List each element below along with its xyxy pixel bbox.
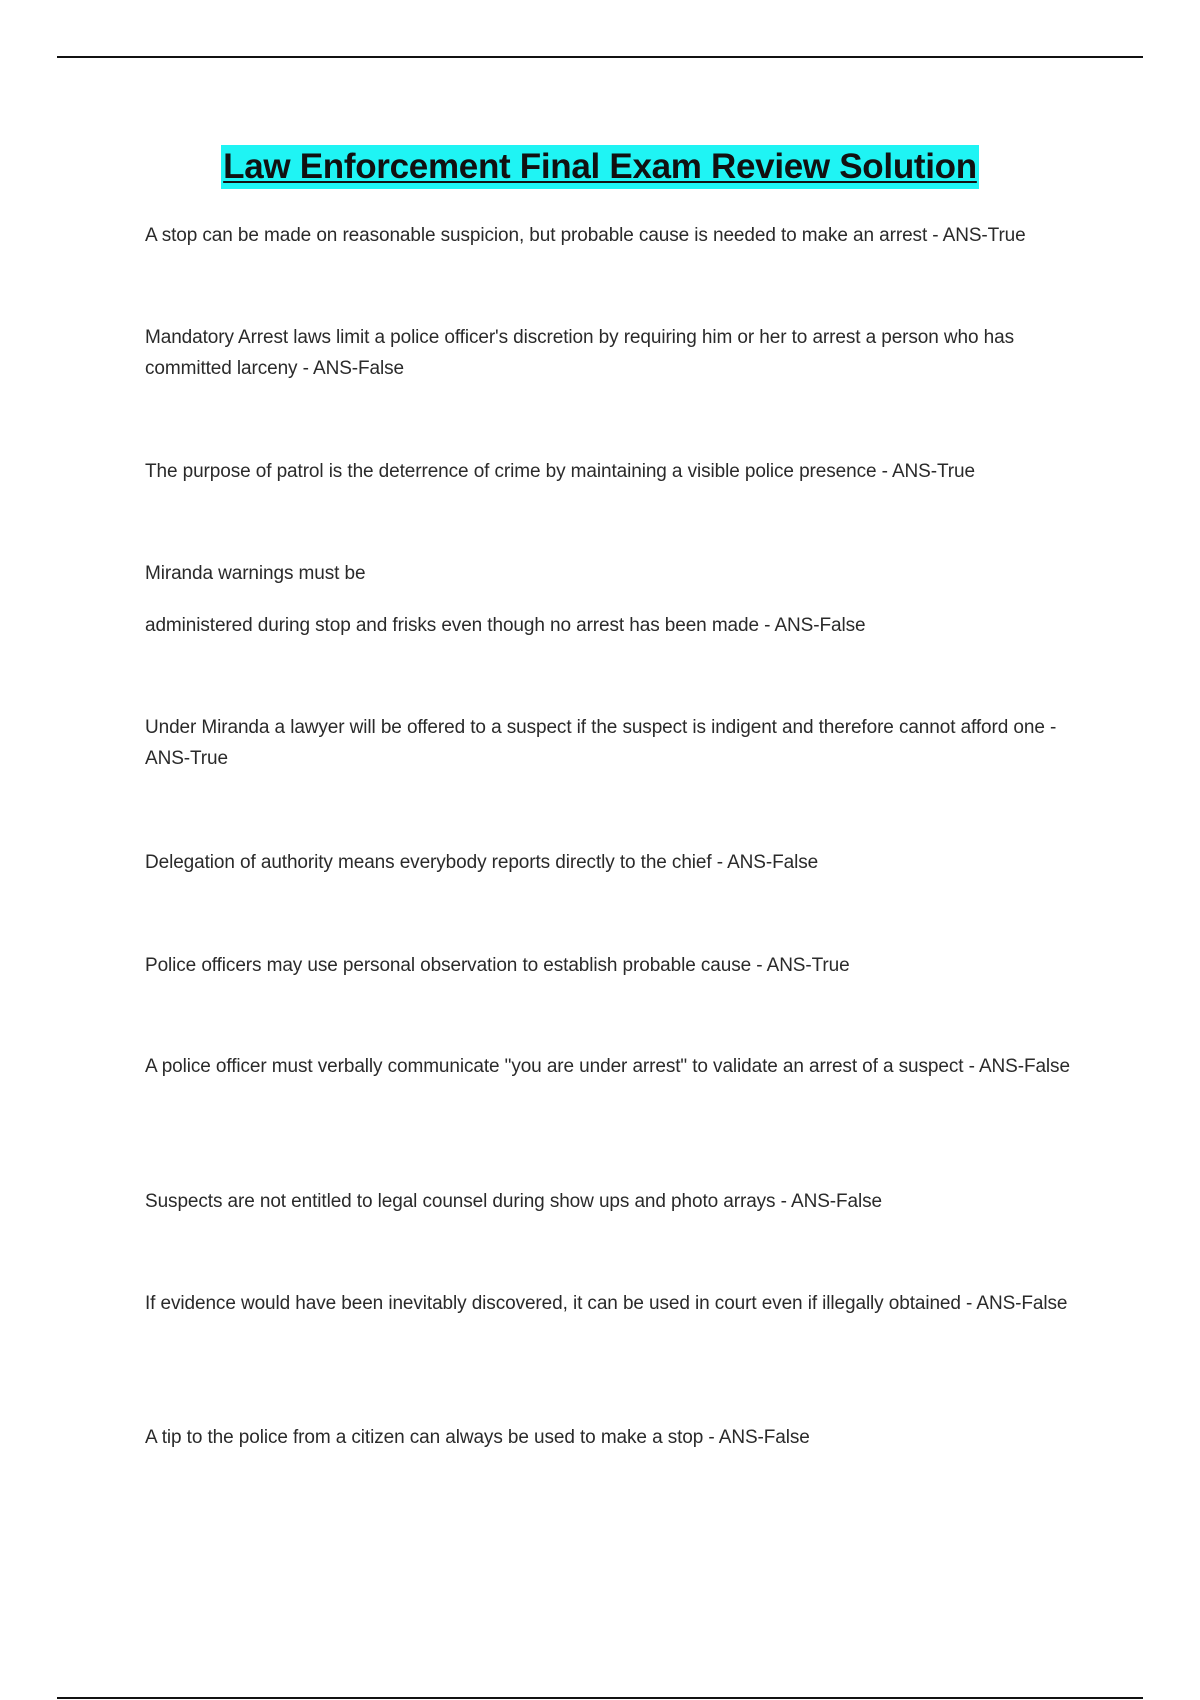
question-item: Mandatory Arrest laws limit a police officer's discretion by requiring him or her to arrest a person who has committed larceny - ANS-False [145,327,1014,379]
question-item: The purpose of patrol is the deterrence of crime by maintaining a visible police presence - ANS-True [145,461,975,482]
question-item: A stop can be made on reasonable suspicion, but probable cause is needed to make an arrest - ANS-True [145,225,1026,246]
question-item: Under Miranda a lawyer will be offered to a suspect if the suspect is indigent and therefore cannot afford one - ANS-True [145,717,1057,769]
question-item: If evidence would have been inevitably discovered, it can be used in court even if illegally obtained - ANS-False [145,1293,1068,1314]
title-container [0,145,1200,189]
document-title: Law Enforcement Final Exam Review Solution [221,145,979,189]
question-item: Delegation of authority means everybody reports directly to the chief - ANS-False [145,852,819,873]
question-item: administered during stop and frisks even though no arrest has been made - ANS-False [145,615,866,636]
question-item: Suspects are not entitled to legal counsel during show ups and photo arrays - ANS-False [145,1191,882,1212]
question-item: Police officers may use personal observation to establish probable cause - ANS-True [145,955,850,976]
question-item: A police officer must verbally communicate "you are under arrest" to validate an arrest of a suspect - ANS-False [145,1056,1070,1077]
header-rule [57,56,1143,58]
question-item: A tip to the police from a citizen can always be used to make a stop - ANS-False [145,1427,810,1448]
footer-rule [57,1697,1143,1699]
question-item: Miranda warnings must be [145,563,366,584]
